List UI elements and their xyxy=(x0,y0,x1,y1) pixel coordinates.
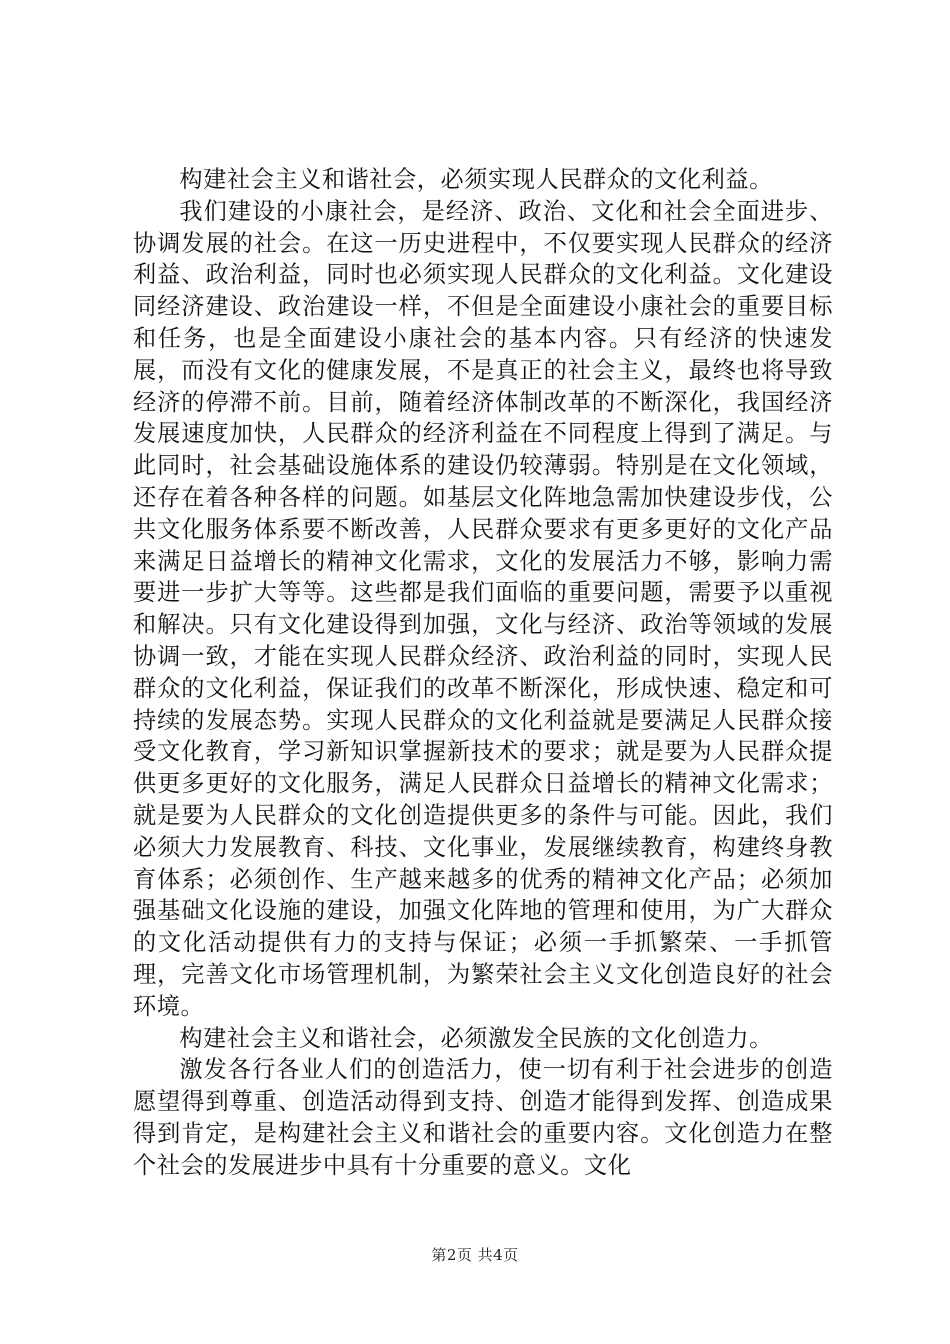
section-heading-cultural-creativity: 构建社会主义和谐社会，必须激发全民族的文化创造力。 xyxy=(179,1024,773,1052)
page-number-footer: 第2页 共4页 xyxy=(431,1246,519,1264)
document-body xyxy=(133,164,833,1182)
body-paragraph-cultural-interests: 我们建设的小康社会，是经济、政治、文化和社会全面进步、协调发展的社会。在这一历史进程中，不仅要实现人民群众的经济利益、政治利益，同时也必须实现人民群众的文化利益。文化建设同经济建设、政治建设一样，不但是全面建设小康社会的重要目标和任务，也是全面建设小康社会的基本内容。只有经济的快速发展，而没有文化的健康发展，不是真正的社会主义，最终也将导致经济的停滞不前。目前，随着经济体制改革的不断深化，我国经济发展速度加快，人民群众的经济利益在不同程度上得到了满足。与此同时，社会基础设施体系的建设仍较薄弱。特别是在文化领域，还存在着各种各样的问题。如基层文化阵地急需加快建设步伐，公共文化服务体系要不断改善，人民群众要求有更多更好的文化产品来满足日益增长的精神文化需求，文化的发展活力不够，影响力需要进一步扩大等等。这些都是我们面临的重要问题，需要予以重视和解决。只有文化建设得到加强，文化与经济、政治等领域的发展协调一致，才能在实现人民群众经济、政治利益的同时，实现人民群众的文化利益，保证我们的改革不断深化，形成快速、稳定和可持续的发展态势。实现人民群众的文化利益就是要满足人民群众接受文化教育，学习新知识掌握新技术的要求；就是要为人民群众提供更多更好的文化服务，满足人民群众日益增长的精神文化需求；就是要为人民群众的文化创造提供更多的条件与可能。因此，我们必须大力发展教育、科技、文化事业，发展继续教育，构建终身教育体系；必须创作、生产越来越多的优秀的精神文化产品；必须加强基础文化设施的建设，加强文化阵地的管理和使用，为广大群众的文化活动提供有力的支持与保证；必须一手抓繁荣、一手抓管理，完善文化市场管理机制，为繁荣社会主义文化创造良好的社会环境。 xyxy=(133,197,833,1020)
section-heading-cultural-interests: 构建社会主义和谐社会，必须实现人民群众的文化利益。 xyxy=(179,166,773,193)
body-paragraph-cultural-creativity: 激发各行各业人们的创造活力，使一切有利于社会进步的创造愿望得到尊重、创造活动得到支持、创造才能得到发挥、创造成果得到肯定，是构建社会主义和谐社会的重要内容。文化创造力在整个社会的发展进步中具有十分重要的意义。文化 xyxy=(133,1056,833,1179)
